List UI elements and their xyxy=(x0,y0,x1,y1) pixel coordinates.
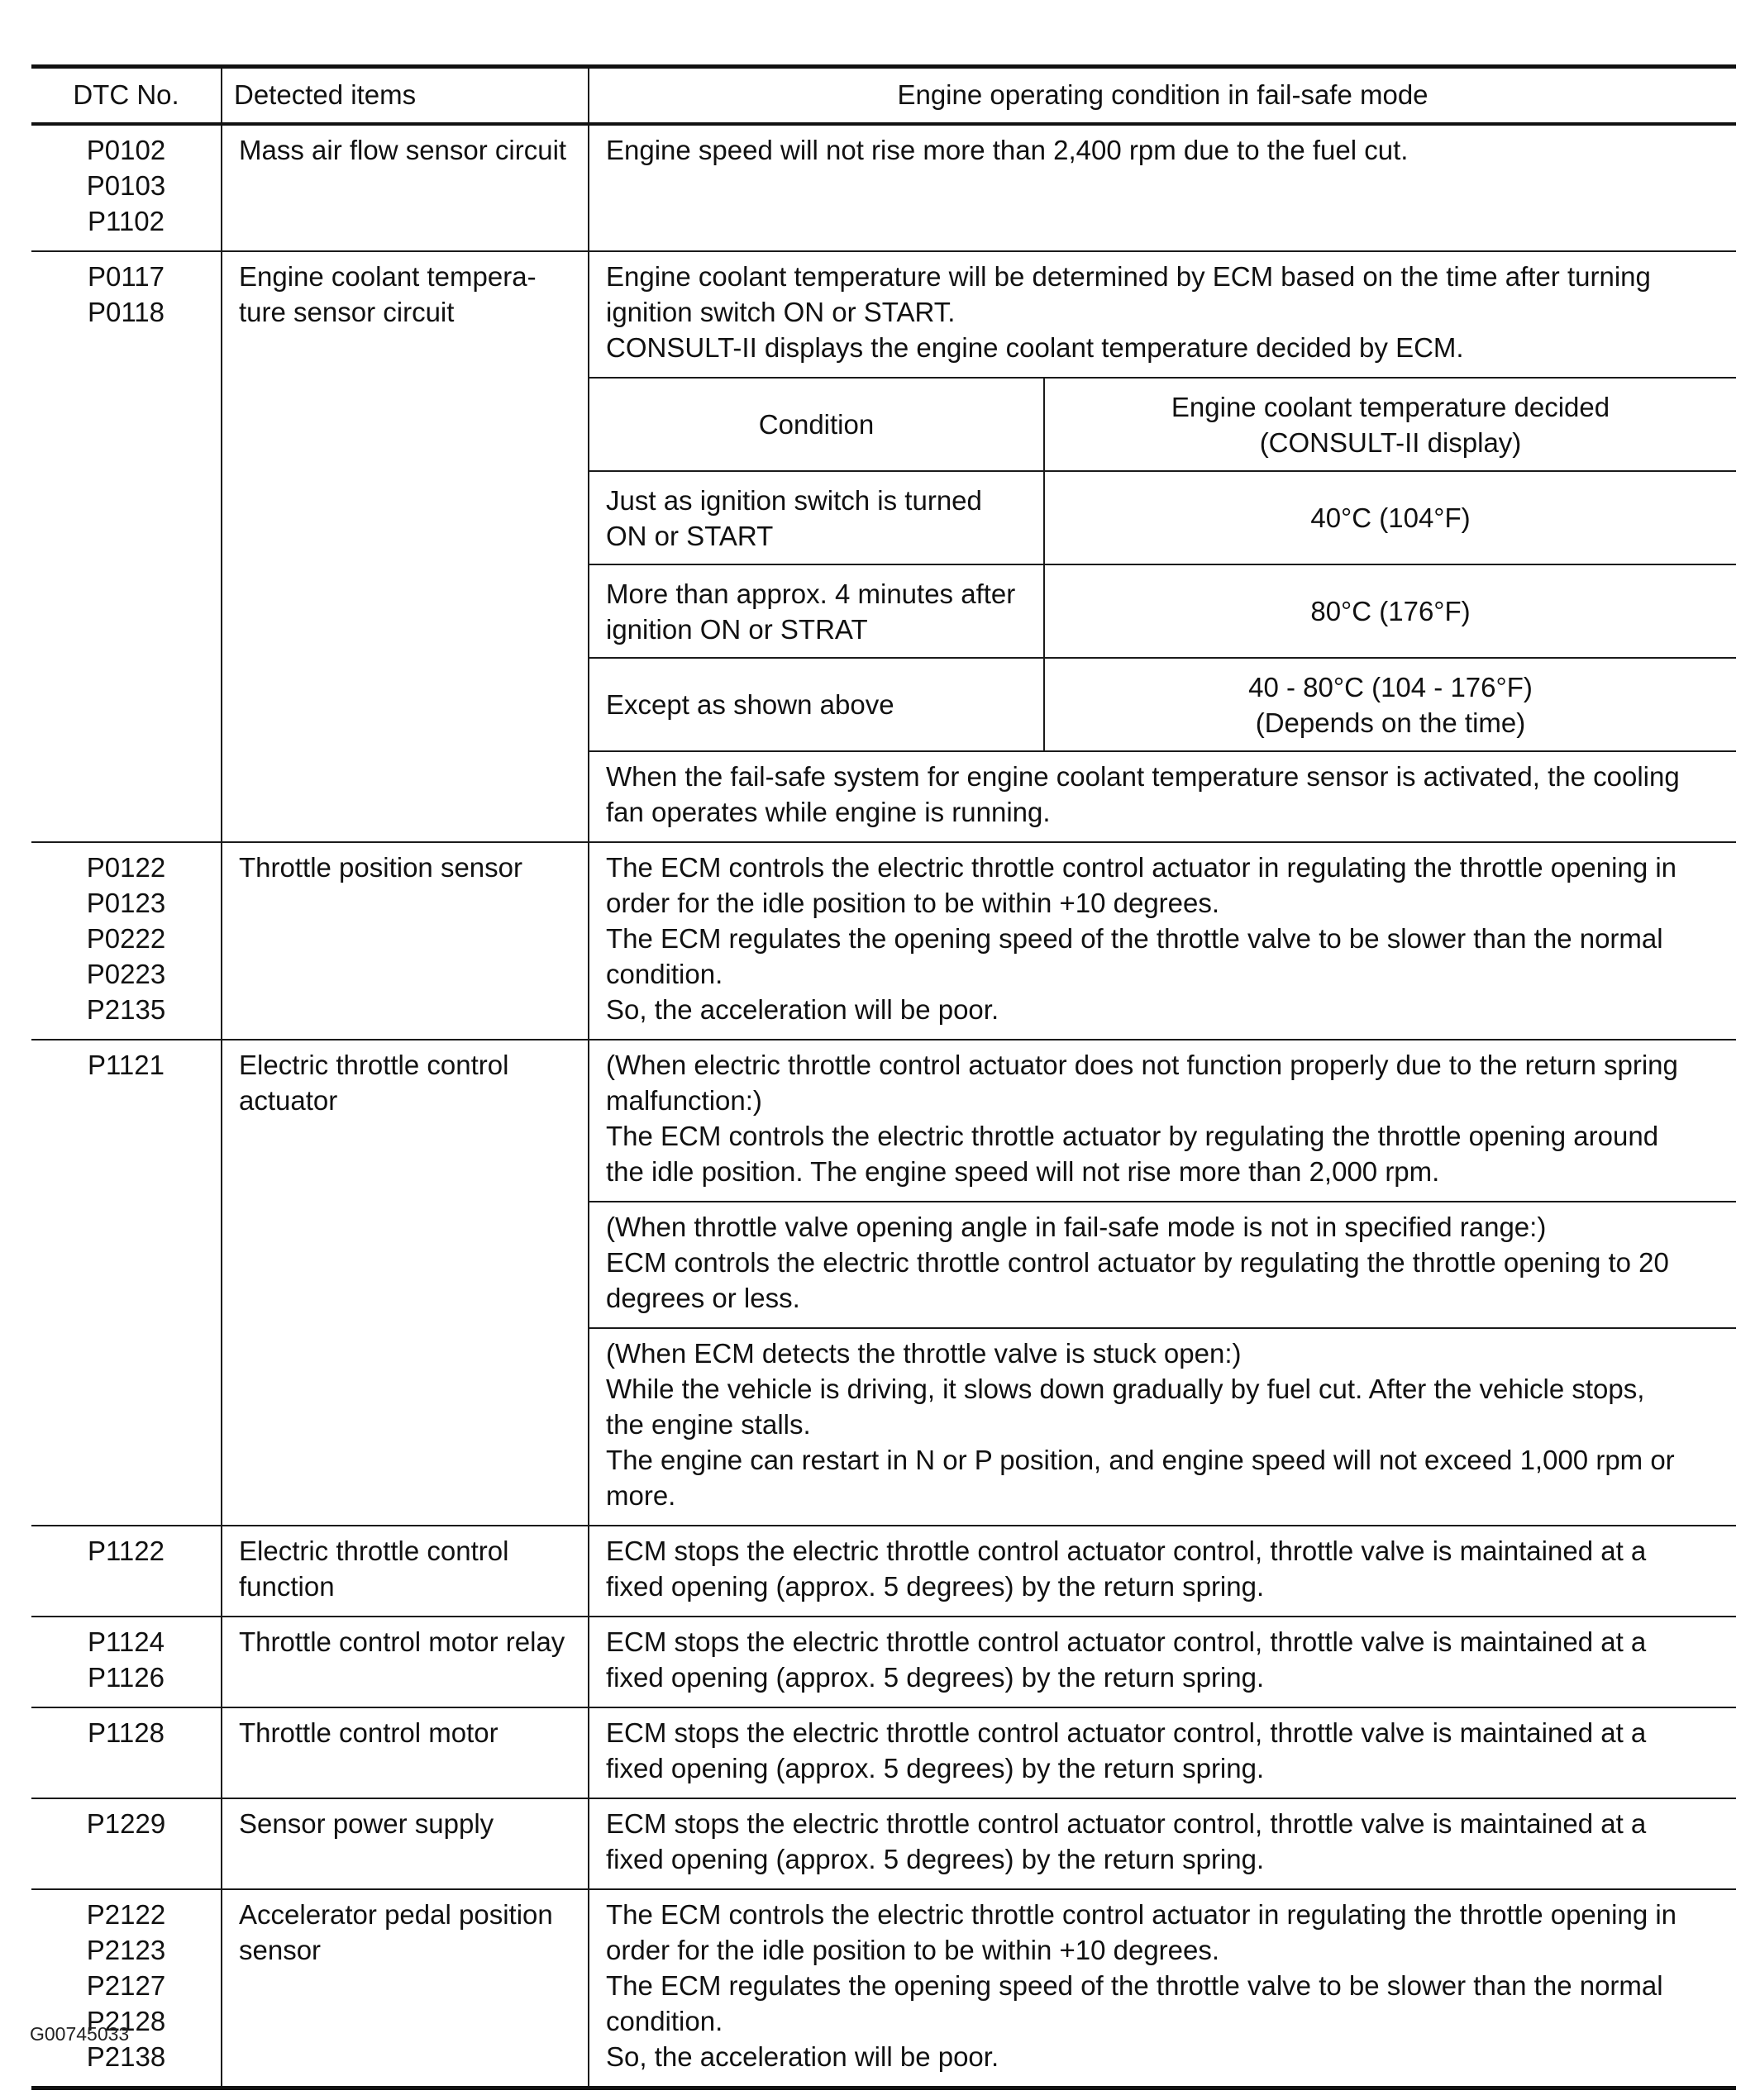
header-dtc: DTC No. xyxy=(31,67,222,125)
dtc-code: P1121 xyxy=(88,1050,165,1080)
dtc-code: P0222 xyxy=(86,923,166,954)
dtc-codes xyxy=(31,1889,222,2088)
dtc-code: P1229 xyxy=(86,1808,166,1839)
dtc-codes xyxy=(31,1707,222,1798)
subtable-header xyxy=(589,378,1736,471)
condition-cell xyxy=(589,1040,1736,1526)
dtc-codes xyxy=(31,1040,222,1526)
table-row xyxy=(31,1040,1736,1526)
table-row xyxy=(31,842,1736,1040)
condition-text: ECM stops the electric throttle control actuator control, throttle valve is maintained at a fixed opening (approx. 5 degrees) by the return spring. xyxy=(589,1617,1736,1707)
detected-item: Accelerator pedal position sensor xyxy=(222,1889,589,2088)
detected-item: Throttle control motor relay xyxy=(222,1617,589,1707)
header-condition: Engine operating condition in fail-safe mode xyxy=(589,67,1736,125)
table-row xyxy=(31,251,1736,842)
dtc-code: P0123 xyxy=(86,888,166,918)
dtc-code: P1126 xyxy=(88,1662,165,1693)
ect-intro: Engine coolant temperature will be determined by ECM based on the time after turning ignition switch ON or START. CONSULT-II displays the engine coolant temperature decided by ECM. xyxy=(606,261,1651,363)
condition-block: (When electric throttle control actuator does not function properly due to the return spring malfunction:) The ECM controls the electric throttle actuator by regulating the throttle opening around the idle position. The engine speed will not rise more than 2,000 rpm. xyxy=(589,1040,1736,1202)
detected-item: Sensor power supply xyxy=(222,1798,589,1889)
dtc-codes xyxy=(31,251,222,842)
condition-text: The ECM controls the electric throttle control actuator in regulating the throttle opening in order for the idle position to be within +10 degrees. The ECM regulates the opening speed of the throttle valve to be slower than the normal condition. So, the acceleration will be poor. xyxy=(589,1889,1736,2088)
sub-temp: 40°C (104°F) xyxy=(1044,471,1736,564)
sub-condition: Except as shown above xyxy=(589,658,1044,751)
dtc-code: P1122 xyxy=(88,1536,165,1566)
dtc-code: P2123 xyxy=(86,1935,166,1965)
subtable-row xyxy=(589,564,1736,658)
subheader-temp: Engine coolant temperature decided (CONSULT-II display) xyxy=(1044,378,1736,471)
dtc-codes xyxy=(31,842,222,1040)
dtc-codes xyxy=(31,124,222,251)
table-row xyxy=(31,1889,1736,2088)
condition-text: ECM stops the electric throttle control actuator control, throttle valve is maintained at a fixed opening (approx. 5 degrees) by the return spring. xyxy=(589,1526,1736,1617)
table-header-row xyxy=(31,67,1736,125)
dtc-code: P0103 xyxy=(86,170,166,201)
condition-cell xyxy=(589,251,1736,842)
dtc-code: P0122 xyxy=(86,852,166,883)
detected-item: Electric throttle control function xyxy=(222,1526,589,1617)
table-row xyxy=(31,1526,1736,1617)
detected-item: Engine coolant tempera- ture sensor circuit xyxy=(222,251,589,842)
sub-temp: 80°C (176°F) xyxy=(1044,564,1736,658)
condition-block: (When throttle valve opening angle in fail-safe mode is not in specified range:) ECM controls the electric throttle control actuator by regulating the throttle opening to 20 degrees or less. xyxy=(589,1202,1736,1329)
condition-block: (When ECM detects the throttle valve is stuck open:) While the vehicle is driving, it slows down gradually by fuel cut. After the vehicle stops, the engine stalls. The engine can restart in N or P position, and engine speed will not exceed 1,000 rpm or more. xyxy=(606,1338,1675,1511)
fail-safe-table xyxy=(31,64,1736,2090)
subtable-row xyxy=(589,658,1736,751)
fail-safe-table-page xyxy=(31,64,1736,2090)
subheader-condition: Condition xyxy=(589,378,1044,471)
dtc-codes xyxy=(31,1798,222,1889)
dtc-code: P0102 xyxy=(86,135,166,165)
dtc-code: P0117 xyxy=(88,261,165,292)
dtc-code: P0118 xyxy=(88,297,165,327)
dtc-code: P2138 xyxy=(86,2041,166,2072)
figure-id: G00745033 xyxy=(30,2023,130,2045)
condition-text: The ECM controls the electric throttle control actuator in regulating the throttle opening in order for the idle position to be within +10 degrees. The ECM regulates the opening speed of the throttle valve to be slower than the normal condition. So, the acceleration will be poor. xyxy=(589,842,1736,1040)
condition-text: Engine speed will not rise more than 2,400 rpm due to the fuel cut. xyxy=(589,124,1736,251)
condition-text: ECM stops the electric throttle control actuator control, throttle valve is maintained at a fixed opening (approx. 5 degrees) by the return spring. xyxy=(589,1707,1736,1798)
dtc-code: P1102 xyxy=(88,206,165,236)
detected-item: Mass air flow sensor circuit xyxy=(222,124,589,251)
detected-item: Throttle position sensor xyxy=(222,842,589,1040)
dtc-code: P1124 xyxy=(88,1626,165,1657)
sub-condition: Just as ignition switch is turned ON or START xyxy=(589,471,1044,564)
dtc-code: P2127 xyxy=(86,1970,166,2001)
ect-note: When the fail-safe system for engine coolant temperature sensor is activated, the cooling fan operates while engine is running. xyxy=(606,761,1680,827)
detected-item: Throttle control motor xyxy=(222,1707,589,1798)
sub-temp: 40 - 80°C (104 - 176°F) (Depends on the time) xyxy=(1044,658,1736,751)
dtc-code: P0223 xyxy=(86,959,166,989)
condition-text: ECM stops the electric throttle control actuator control, throttle valve is maintained at a fixed opening (approx. 5 degrees) by the return spring. xyxy=(589,1798,1736,1889)
table-row xyxy=(31,1617,1736,1707)
sub-condition: More than approx. 4 minutes after ignition ON or STRAT xyxy=(589,564,1044,658)
dtc-code: P2128 xyxy=(86,2006,166,2036)
coolant-temp-subtable xyxy=(589,377,1736,752)
subtable-row xyxy=(589,471,1736,564)
table-row xyxy=(31,124,1736,251)
dtc-codes xyxy=(31,1617,222,1707)
detected-item: Electric throttle control actuator xyxy=(222,1040,589,1526)
table-row xyxy=(31,1798,1736,1889)
dtc-code: P2135 xyxy=(86,994,166,1025)
table-row xyxy=(31,1707,1736,1798)
dtc-code: P2122 xyxy=(86,1899,166,1930)
dtc-code: P1128 xyxy=(88,1717,165,1748)
header-detected-items: Detected items xyxy=(222,67,589,125)
dtc-codes xyxy=(31,1526,222,1617)
